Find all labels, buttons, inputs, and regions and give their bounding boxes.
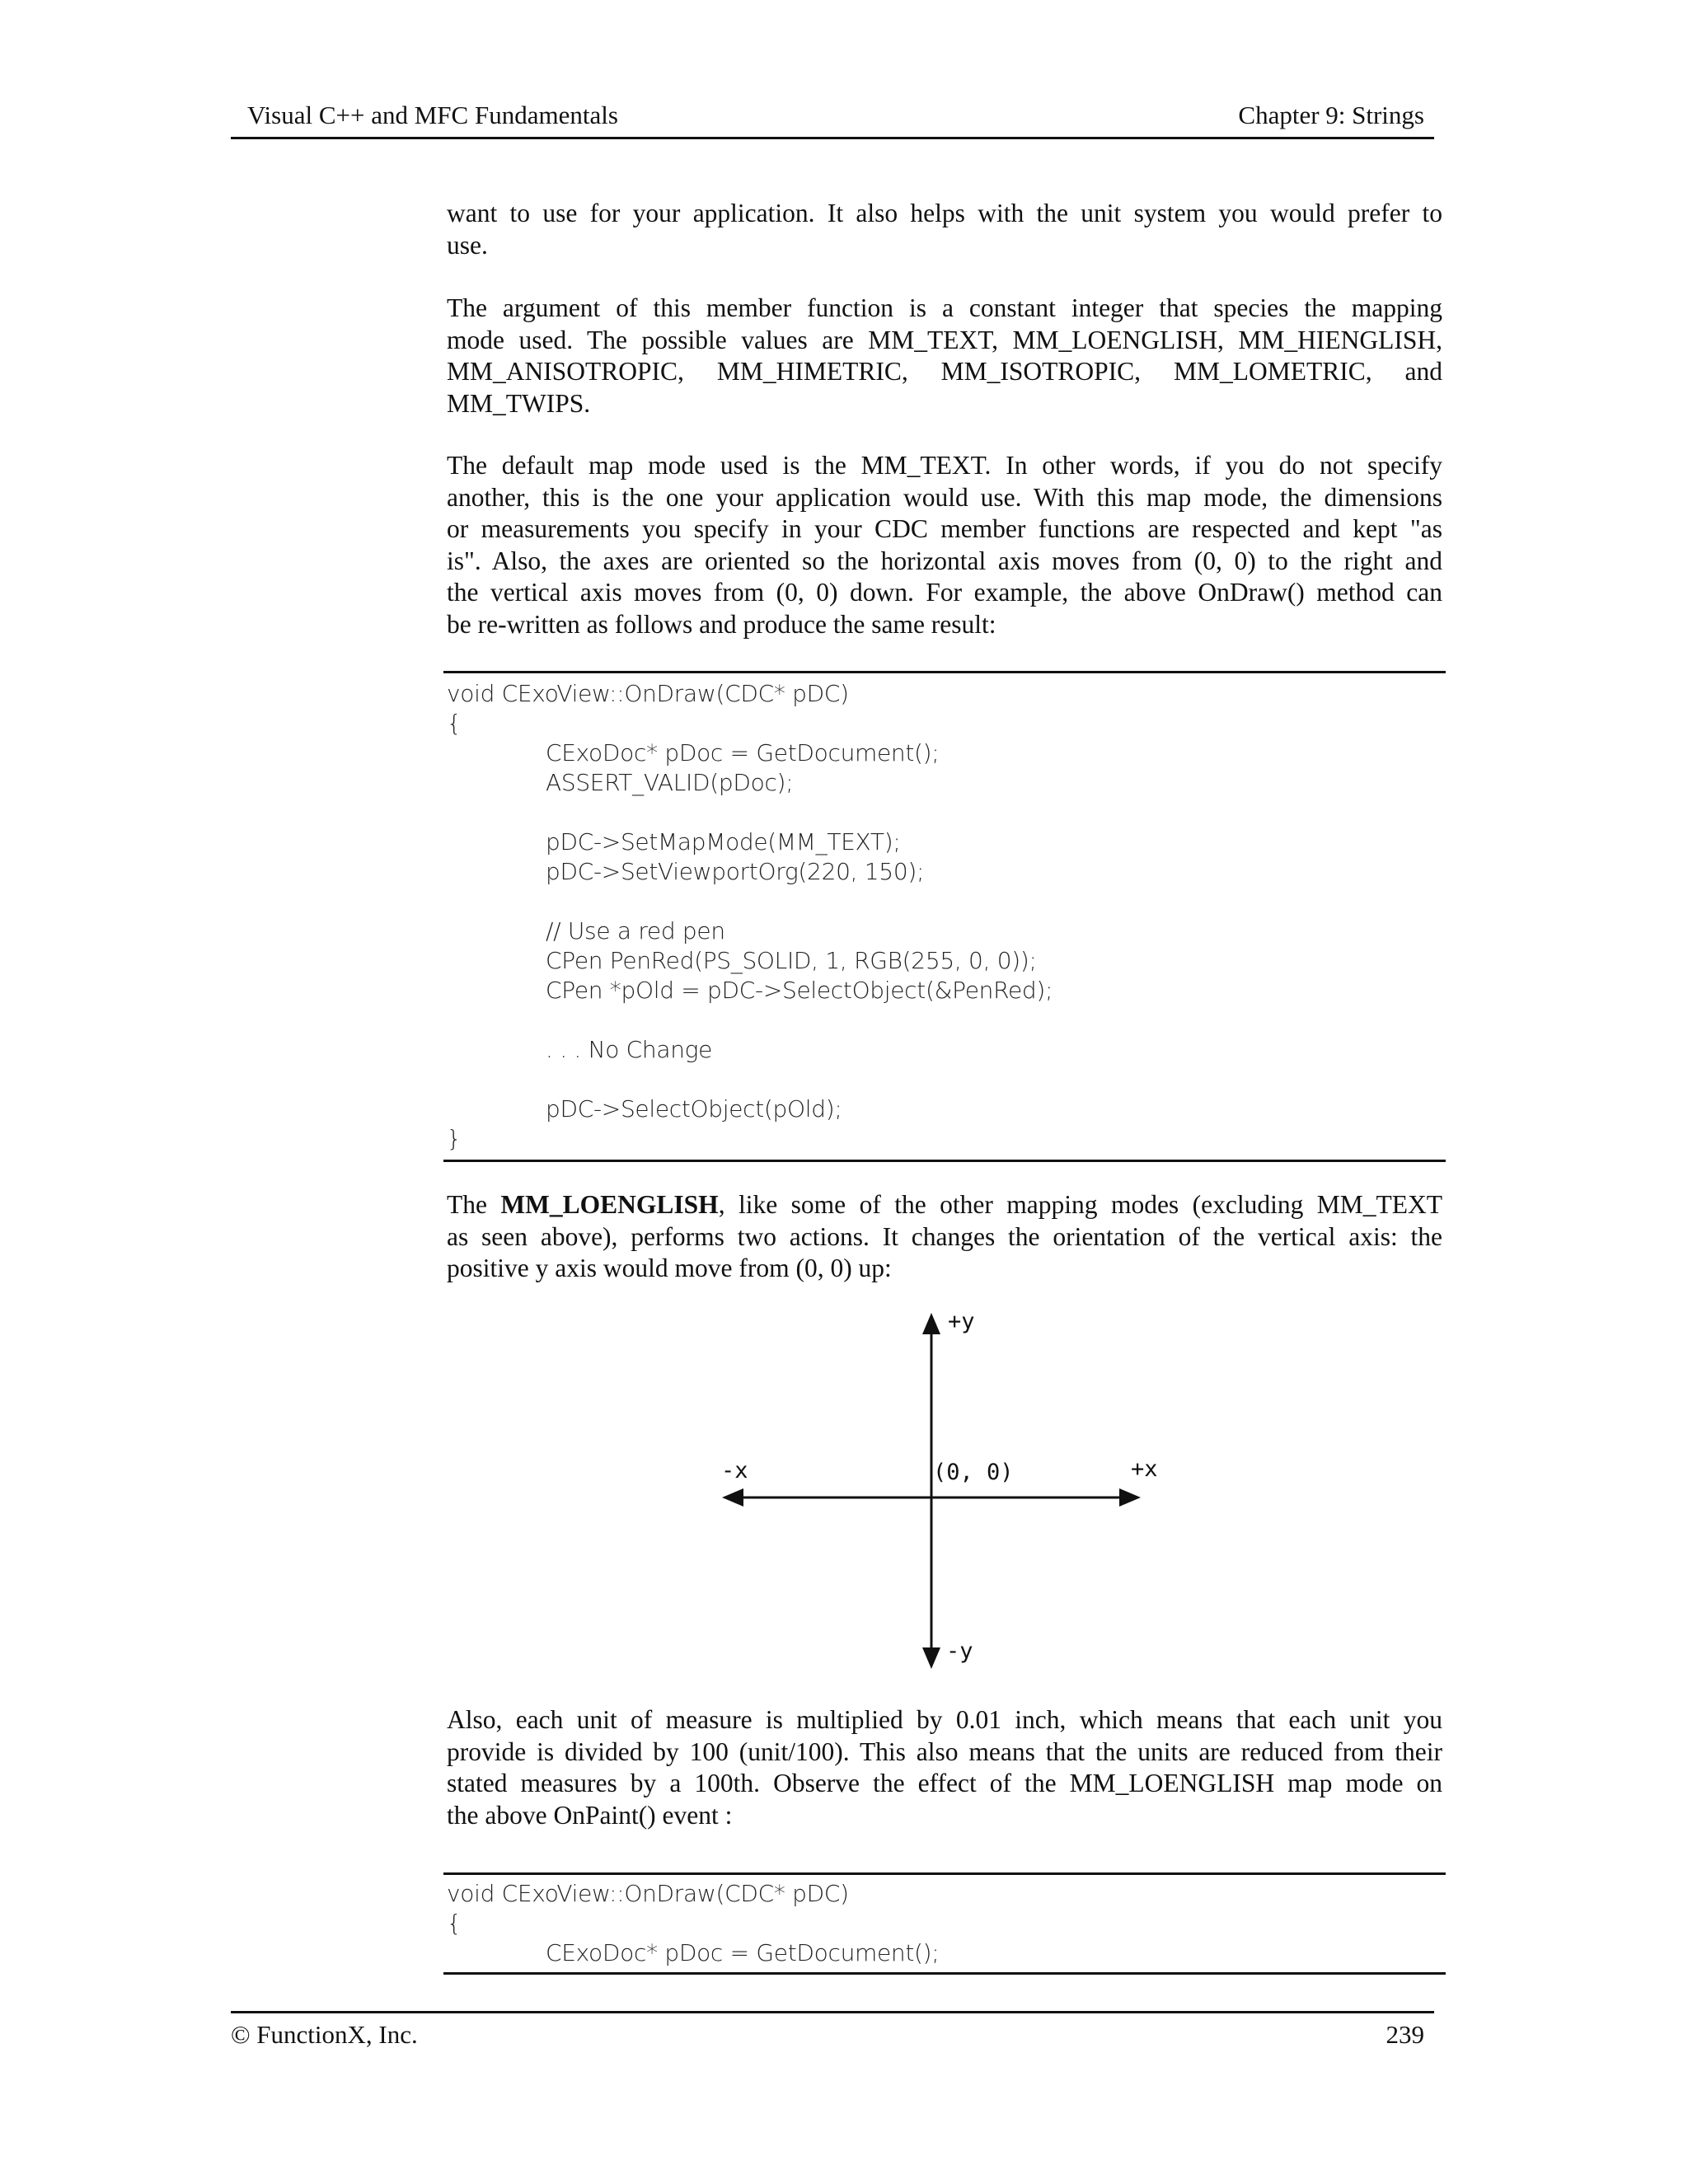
paragraph-loenglish bbox=[447, 1189, 1442, 1285]
code-line: pDC->SelectObject(pOld); bbox=[546, 1095, 842, 1122]
code-line: CExoDoc* pDoc = GetDocument(); bbox=[546, 739, 940, 766]
code-line: // Use a red pen bbox=[546, 917, 725, 944]
header-book-title: Visual C++ and MFC Fundamentals bbox=[247, 101, 618, 129]
code-line: pDC->SetViewportOrg(220, 150); bbox=[546, 858, 925, 885]
text-line: stated measures by a 100th. Observe the effect of the MM_LOENGLISH map mode on bbox=[447, 1769, 1442, 1797]
paragraph-argument bbox=[447, 293, 1442, 419]
text-fragment: , like some of the other mapping modes (excluding MM_TEXT bbox=[718, 1190, 1442, 1219]
code-line: ASSERT_VALID(pDoc); bbox=[546, 769, 794, 796]
text-line: is". Also, the axes are oriented so the horizontal axis moves from (0, 0) to the right and bbox=[447, 546, 1442, 575]
code-line: void CExoView::OnDraw(CDC* pDC) bbox=[447, 680, 849, 707]
text-fragment: The bbox=[447, 1190, 501, 1219]
code-line: { bbox=[447, 710, 462, 737]
code-line: CPen PenRed(PS_SOLID, 1, RGB(255, 0, 0)); bbox=[546, 947, 1037, 974]
text-line: The default map mode used is the MM_TEXT. In other words, if you do not specify bbox=[447, 451, 1442, 480]
header-chapter-title: Chapter 9: Strings bbox=[1238, 101, 1424, 129]
paragraph-unit-measure bbox=[447, 1704, 1442, 1831]
text-line: Also, each unit of measure is multiplied by 0.01 inch, which means that each unit you bbox=[447, 1705, 1442, 1734]
text-line: want to use for your application. It also helps with the unit system you would prefer to bbox=[447, 199, 1442, 227]
code-line: CPen *pOld = pDC->SelectObject(&PenRed); bbox=[546, 977, 1053, 1004]
page-number: 239 bbox=[1386, 2020, 1424, 2049]
text-line: the above OnPaint() event : bbox=[447, 1800, 733, 1830]
text-line: MM_TWIPS. bbox=[447, 388, 591, 418]
arrow-right-icon bbox=[1119, 1488, 1141, 1507]
code-line: { bbox=[447, 1910, 462, 1937]
text-line: or measurements you specify in your CDC member functions are respected and kept "as bbox=[447, 514, 1442, 543]
axes-svg bbox=[717, 1306, 1179, 1677]
code-listing-mm-text bbox=[443, 671, 1446, 1162]
text-line: mode used. The possible values are MM_TEXT, MM_LOENGLISH, MM_HIENGLISH, bbox=[447, 325, 1442, 354]
text-line: the vertical axis moves from (0, 0) down. For example, the above OnDraw() method can bbox=[447, 578, 1442, 607]
text-line: another, this is the one your application would use. With this map mode, the dimensions bbox=[447, 482, 1442, 512]
paragraph-intro-continuation bbox=[447, 198, 1442, 261]
code-line: pDC->SetMapMode(MM_TEXT); bbox=[546, 828, 901, 855]
page-header bbox=[231, 97, 1434, 139]
arrow-up-icon bbox=[922, 1313, 940, 1334]
footer-copyright: © FunctionX, Inc. bbox=[231, 2020, 418, 2049]
text-line: The argument of this member function is a constant integer that species the mapping bbox=[447, 293, 1442, 322]
text-line: use. bbox=[447, 230, 488, 260]
text-line bbox=[447, 1189, 1442, 1221]
axes-diagram bbox=[717, 1306, 1179, 1677]
code-line: void CExoView::OnDraw(CDC* pDC) bbox=[447, 1880, 849, 1907]
text-line: be re-written as follows and produce the same result: bbox=[447, 609, 996, 639]
text-line: as seen above), performs two actions. It changes the orientation of the vertical axis: the bbox=[447, 1221, 1442, 1251]
label-positive-y: +y bbox=[948, 1309, 975, 1334]
label-positive-x: +x bbox=[1131, 1456, 1158, 1482]
code-listing-mm-loenglish bbox=[443, 1872, 1446, 1975]
text-line: positive y axis would move from (0, 0) up: bbox=[447, 1254, 892, 1282]
label-negative-x: -x bbox=[721, 1458, 748, 1483]
code-line: . . . No Change bbox=[546, 1036, 713, 1063]
arrow-down-icon bbox=[922, 1647, 940, 1669]
arrow-left-icon bbox=[722, 1488, 743, 1507]
code-line: CExoDoc* pDoc = GetDocument(); bbox=[546, 1939, 940, 1966]
text-line: provide is divided by 100 (unit/100). This also means that the units are reduced from their bbox=[447, 1736, 1442, 1766]
mapping-mode-term: MM_LOENGLISH bbox=[500, 1190, 719, 1219]
code-line: } bbox=[447, 1125, 462, 1152]
text-line: MM_ANISOTROPIC, MM_HIMETRIC, MM_ISOTROPIC, MM_LOMETRIC, and bbox=[447, 357, 1442, 386]
label-origin: (0, 0) bbox=[933, 1460, 1014, 1485]
page-footer bbox=[231, 2011, 1434, 2063]
paragraph-default-map-mode bbox=[447, 450, 1442, 640]
label-negative-y: -y bbox=[946, 1638, 973, 1664]
